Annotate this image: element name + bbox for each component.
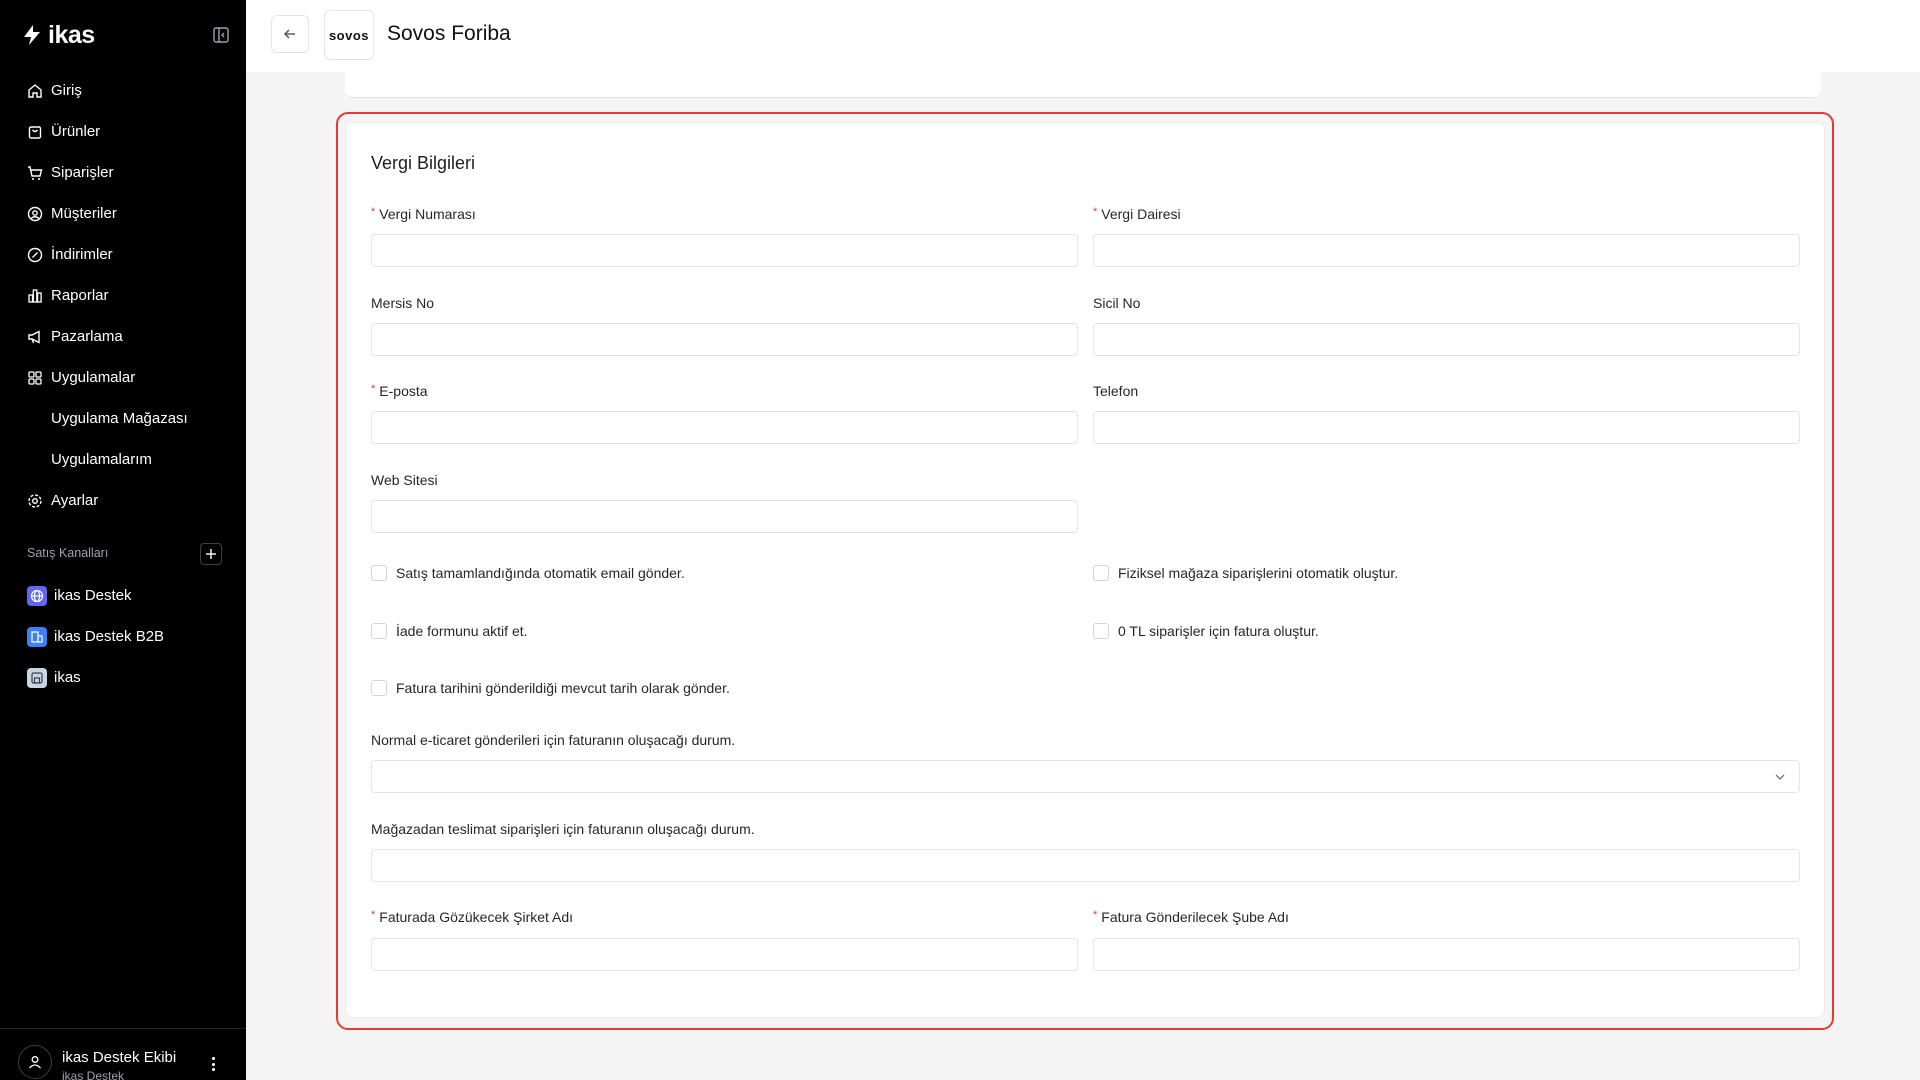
store-delivery-status-input[interactable] — [371, 849, 1800, 882]
bag-icon — [27, 124, 43, 140]
channel-ikas-destek[interactable] — [0, 575, 246, 616]
nav-item-pazarlama[interactable] — [0, 316, 246, 357]
phone-input[interactable] — [1093, 411, 1800, 444]
email-label — [371, 383, 428, 399]
zero-tl-checkbox-row[interactable] — [1093, 623, 1319, 639]
globe-icon — [27, 586, 47, 606]
tax-number-label — [371, 206, 476, 222]
app-logo: sovos — [324, 10, 374, 60]
company-name-input[interactable] — [371, 938, 1078, 971]
nav-item-label: Siparişler — [51, 164, 114, 181]
collapse-sidebar-icon[interactable] — [211, 25, 231, 45]
page-title: Sovos Foriba — [387, 22, 511, 45]
nav-item-label: Müşteriler — [51, 205, 117, 222]
building-icon — [27, 627, 47, 647]
physical-orders-checkbox-row[interactable] — [1093, 565, 1398, 581]
nav-item-ayarlar[interactable] — [0, 480, 246, 521]
channel-label: ikas Destek — [54, 587, 132, 604]
main-nav — [0, 70, 246, 521]
tax-number-label-text: Vergi Numarası — [379, 206, 476, 222]
store-icon — [27, 668, 47, 688]
physical-orders-checkbox[interactable] — [1093, 565, 1109, 581]
tax-number-input[interactable] — [371, 234, 1078, 267]
return-form-checkbox-label: İade formunu aktif et. — [396, 623, 528, 639]
nav-item-label: Raporlar — [51, 287, 109, 304]
sales-channels-list — [0, 575, 246, 698]
branch-name-label-text: Fatura Gönderilecek Şube Adı — [1101, 909, 1289, 925]
channel-ikas-destek-b2b[interactable] — [0, 616, 246, 657]
store-delivery-status-label: Mağazadan teslimat siparişleri için faturanın oluşacağı durum. — [371, 821, 755, 837]
tax-office-label — [1093, 206, 1181, 222]
return-form-checkbox-row[interactable] — [371, 623, 528, 639]
required-marker: * — [371, 909, 376, 921]
back-button[interactable] — [271, 15, 309, 53]
page-header — [246, 0, 1920, 72]
chevron-down-icon — [1773, 770, 1787, 784]
required-marker: * — [1093, 909, 1098, 921]
auto-email-checkbox-label: Satış tamamlandığında otomatik email gönder. — [396, 565, 685, 581]
megaphone-icon — [27, 329, 43, 345]
user-menu[interactable] — [0, 1028, 246, 1080]
tax-office-input[interactable] — [1093, 234, 1800, 267]
nav-item-label: Ayarlar — [51, 492, 99, 509]
auto-email-checkbox[interactable] — [371, 565, 387, 581]
brand-logo[interactable] — [22, 20, 95, 50]
nav-item-label: Uygulamalarım — [51, 451, 152, 468]
nav-item-label: Pazarlama — [51, 328, 123, 345]
user-name: ikas Destek Ekibi — [62, 1049, 177, 1066]
avatar — [18, 1045, 52, 1079]
required-marker: * — [371, 206, 376, 218]
auto-email-checkbox-row[interactable] — [371, 565, 685, 581]
branch-name-input[interactable] — [1093, 938, 1800, 971]
sidebar — [0, 0, 246, 1080]
more-options-icon[interactable] — [207, 1054, 219, 1074]
ecommerce-status-select[interactable] — [371, 760, 1800, 793]
nav-item-label: Uygulamalar — [51, 369, 136, 386]
previous-section-card — [345, 72, 1821, 98]
add-channel-button[interactable] — [200, 543, 222, 565]
nav-item-urunler[interactable] — [0, 111, 246, 152]
email-field[interactable] — [371, 411, 1078, 444]
nav-item-label: Uygulama Mağazası — [51, 410, 188, 427]
email-label-text: E-posta — [379, 383, 428, 399]
nav-item-label: Giriş — [51, 82, 82, 99]
company-name-label — [371, 909, 573, 925]
zero-tl-checkbox[interactable] — [1093, 623, 1109, 639]
nav-item-raporlar[interactable] — [0, 275, 246, 316]
channel-label: ikas Destek B2B — [54, 628, 165, 645]
user-icon — [27, 1054, 43, 1070]
gear-icon — [27, 493, 43, 509]
grid-icon — [27, 370, 43, 386]
channel-label: ikas — [54, 669, 81, 686]
mersis-input[interactable] — [371, 323, 1078, 356]
branch-name-label — [1093, 909, 1289, 925]
phone-label: Telefon — [1093, 383, 1139, 399]
channel-ikas[interactable] — [0, 657, 246, 698]
nav-item-uygulamalar[interactable] — [0, 357, 246, 398]
card-title: Vergi Bilgileri — [371, 153, 476, 173]
mersis-label: Mersis No — [371, 295, 435, 311]
sales-channels-label: Satış Kanalları — [27, 546, 109, 560]
invoice-date-checkbox-row[interactable] — [371, 680, 730, 696]
invoice-date-checkbox-label: Fatura tarihini gönderildiği mevcut tarih olarak gönder. — [396, 680, 730, 696]
nav-item-label: İndirimler — [51, 246, 113, 263]
website-input[interactable] — [371, 500, 1078, 533]
cart-icon — [27, 165, 43, 181]
nav-item-musteriler[interactable] — [0, 193, 246, 234]
nav-item-uygulama-magazasi[interactable] — [0, 398, 246, 439]
arrow-left-icon — [282, 26, 298, 42]
user-circle-icon — [27, 206, 43, 222]
nav-item-uygulamalarim[interactable] — [0, 439, 246, 480]
company-name-label-text: Faturada Gözükecek Şirket Adı — [379, 909, 574, 925]
website-label: Web Sitesi — [371, 472, 438, 488]
required-marker: * — [371, 383, 376, 395]
nav-item-label: Ürünler — [51, 123, 101, 140]
registry-input[interactable] — [1093, 323, 1800, 356]
nav-item-giris[interactable] — [0, 70, 246, 111]
invoice-date-checkbox[interactable] — [371, 680, 387, 696]
tax-info-card — [345, 122, 1825, 1018]
registry-label: Sicil No — [1093, 295, 1141, 311]
home-icon — [27, 83, 43, 99]
plus-icon — [205, 548, 217, 560]
nav-item-siparisler[interactable] — [0, 152, 246, 193]
tax-office-label-text: Vergi Dairesi — [1101, 206, 1181, 222]
zero-tl-checkbox-label: 0 TL siparişler için fatura oluştur. — [1118, 623, 1319, 639]
chart-icon — [27, 288, 43, 304]
ecommerce-status-label: Normal e-ticaret gönderileri için faturanın oluşacağı durum. — [371, 732, 736, 748]
required-marker: * — [1093, 206, 1098, 218]
brand-name: ikas — [48, 20, 95, 49]
nav-item-indirimler[interactable] — [0, 234, 246, 275]
discount-icon — [27, 247, 43, 263]
lightning-icon — [22, 24, 42, 46]
return-form-checkbox[interactable] — [371, 623, 387, 639]
physical-orders-checkbox-label: Fiziksel mağaza siparişlerini otomatik oluştur. — [1118, 565, 1399, 581]
user-store: ikas Destek — [62, 1069, 125, 1080]
